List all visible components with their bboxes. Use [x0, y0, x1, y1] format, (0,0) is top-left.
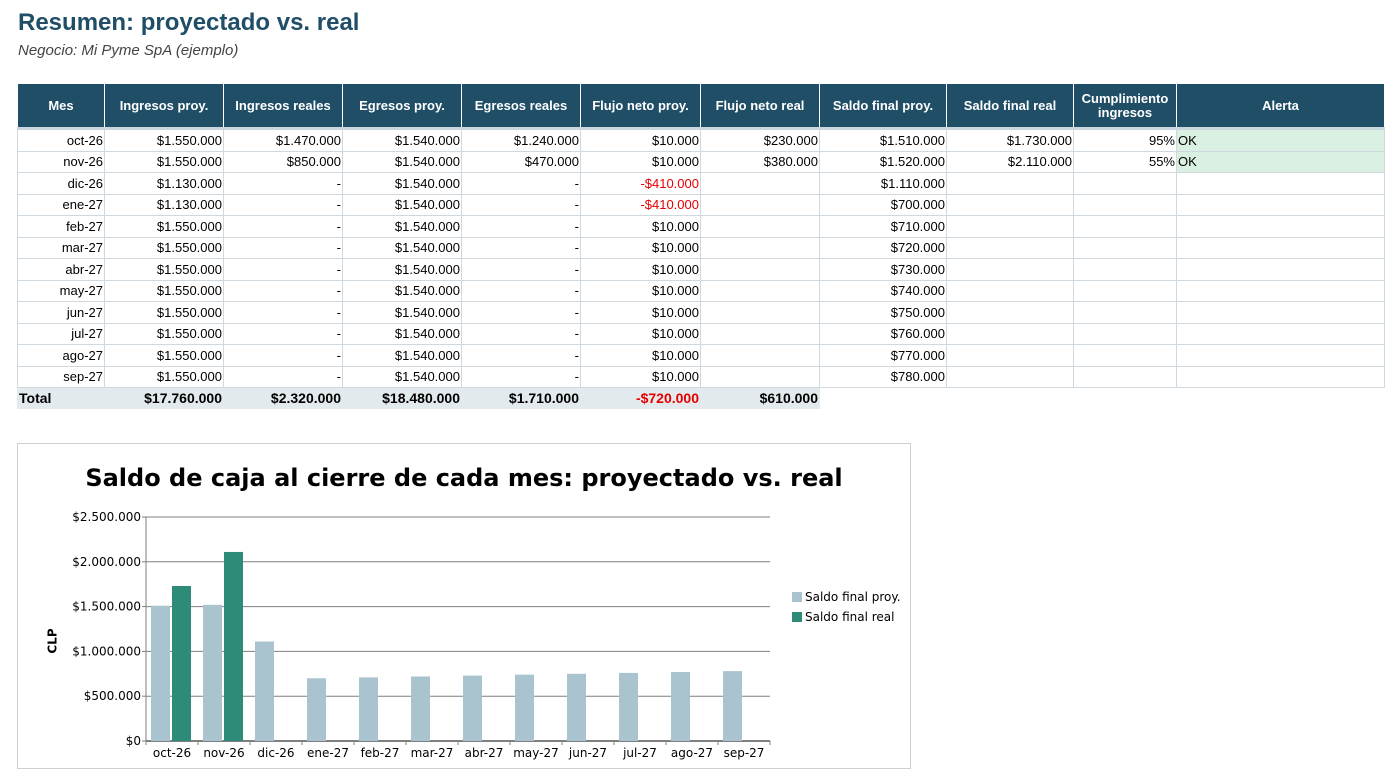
x-tick-label: ene-27	[307, 746, 349, 760]
bar-saldo-proy[interactable]	[255, 642, 274, 741]
table-cell[interactable]: -	[462, 345, 581, 367]
table-cell[interactable]: $10.000	[581, 302, 701, 324]
chart-title: Saldo de caja al cierre de cada mes: proyectado vs. real	[85, 464, 843, 492]
table-cell[interactable]: $10.000	[581, 323, 701, 345]
table-cell[interactable]: -	[224, 323, 343, 345]
table-cell[interactable]: $780.000	[820, 366, 947, 388]
y-tick-label: $500.000	[83, 689, 141, 704]
table-cell[interactable]: $740.000	[820, 280, 947, 302]
column-header[interactable]: Saldo final real	[947, 84, 1074, 129]
table-cell[interactable]	[947, 259, 1074, 281]
table-cell[interactable]: $1.550.000	[105, 345, 224, 367]
y-tick-label: $2.000.000	[72, 554, 141, 569]
x-tick-label: abr-27	[464, 746, 504, 760]
table-cell[interactable]	[1074, 237, 1177, 259]
table-cell[interactable]: -	[224, 194, 343, 216]
column-header[interactable]: Alerta	[1177, 84, 1385, 129]
table-cell[interactable]: -	[462, 237, 581, 259]
column-header[interactable]: Egresos reales	[462, 84, 581, 129]
table-cell[interactable]	[701, 323, 820, 345]
table-cell[interactable]: -	[462, 259, 581, 281]
table-cell[interactable]: $1.130.000	[105, 194, 224, 216]
table-cell[interactable]: $1.730.000	[947, 129, 1074, 152]
table-row	[18, 366, 1385, 388]
table-cell[interactable]: $1.540.000	[343, 173, 462, 195]
table-cell[interactable]: $1.240.000	[462, 129, 581, 152]
table-cell[interactable]: $1.550.000	[105, 259, 224, 281]
table-cell[interactable]	[1074, 259, 1177, 281]
table-cell[interactable]: nov-26	[18, 151, 105, 173]
table-cell[interactable]: $380.000	[701, 151, 820, 173]
table-cell[interactable]: $1.130.000	[105, 173, 224, 195]
summary-table	[17, 83, 1385, 409]
table-cell[interactable]	[1177, 237, 1385, 259]
table-cell[interactable]: $1.470.000	[224, 129, 343, 152]
bar-saldo-proy[interactable]	[307, 678, 326, 741]
bar-saldo-proy[interactable]	[359, 677, 378, 741]
table-cell[interactable]: -	[462, 280, 581, 302]
table-cell[interactable]: $1.540.000	[343, 216, 462, 238]
empty-cell[interactable]	[820, 388, 947, 409]
table-cell[interactable]	[1074, 280, 1177, 302]
table-cell[interactable]	[701, 216, 820, 238]
total-cell[interactable]: Total	[18, 388, 105, 409]
bar-saldo-proy[interactable]	[151, 606, 170, 741]
empty-cell[interactable]	[1074, 388, 1177, 409]
table-cell[interactable]: $10.000	[581, 345, 701, 367]
table-cell[interactable]: $1.520.000	[820, 151, 947, 173]
table-row	[18, 280, 1385, 302]
y-tick-label: $0	[125, 734, 141, 748]
table-cell[interactable]	[947, 173, 1074, 195]
table-cell[interactable]: $710.000	[820, 216, 947, 238]
table-cell[interactable]: $1.540.000	[343, 345, 462, 367]
table-cell[interactable]: $1.540.000	[343, 366, 462, 388]
column-header[interactable]: Saldo final proy.	[820, 84, 947, 129]
bar-saldo-proy[interactable]	[619, 673, 638, 741]
table-cell[interactable]: sep-27	[18, 366, 105, 388]
table-cell[interactable]: -	[224, 216, 343, 238]
table-cell[interactable]: -	[224, 173, 343, 195]
table-cell[interactable]: 55%	[1074, 151, 1177, 173]
table-row	[18, 323, 1385, 345]
table-cell[interactable]: -	[224, 366, 343, 388]
bar-saldo-real[interactable]	[172, 586, 191, 741]
empty-cell[interactable]	[1177, 388, 1385, 409]
x-tick-label: feb-27	[360, 746, 400, 760]
column-header[interactable]: Mes	[18, 84, 105, 129]
y-tick-label: $1.000.000	[72, 644, 141, 659]
table-cell[interactable]: $1.540.000	[343, 129, 462, 152]
table-cell[interactable]: $1.540.000	[343, 280, 462, 302]
legend-item-proy	[792, 587, 901, 607]
x-tick-label: nov-26	[203, 746, 245, 760]
table-row	[18, 151, 1385, 173]
total-cell[interactable]: $1.710.000	[462, 388, 581, 409]
legend-item-real	[792, 607, 901, 627]
table-cell[interactable]	[1074, 173, 1177, 195]
table-row	[18, 237, 1385, 259]
table-cell[interactable]: -	[224, 302, 343, 324]
table-cell[interactable]: $1.550.000	[105, 280, 224, 302]
table-cell[interactable]: $10.000	[581, 259, 701, 281]
legend-swatch-real	[792, 612, 802, 622]
table-cell[interactable]	[1177, 302, 1385, 324]
table-cell[interactable]	[1074, 345, 1177, 367]
table-cell[interactable]: mar-27	[18, 237, 105, 259]
table-cell[interactable]: $10.000	[581, 151, 701, 173]
table-cell[interactable]: 95%	[1074, 129, 1177, 152]
bar-saldo-proy[interactable]	[567, 674, 586, 741]
table-cell[interactable]: $1.540.000	[343, 194, 462, 216]
table-body	[18, 129, 1385, 409]
bar-saldo-proy[interactable]	[463, 676, 482, 741]
legend-swatch-proy	[792, 592, 802, 602]
x-tick-label: sep-27	[723, 746, 765, 760]
table-cell[interactable]	[947, 302, 1074, 324]
table-cell[interactable]: -	[462, 323, 581, 345]
page-title: Resumen: proyectado vs. real	[18, 9, 360, 36]
table-cell[interactable]: $10.000	[581, 129, 701, 152]
empty-cell[interactable]	[947, 388, 1074, 409]
total-cell[interactable]: $2.320.000	[224, 388, 343, 409]
table-header	[18, 84, 1385, 129]
y-tick-label: $1.500.000	[72, 599, 141, 614]
table-row	[18, 173, 1385, 195]
table-cell[interactable]	[1074, 194, 1177, 216]
table-cell[interactable]: $10.000	[581, 366, 701, 388]
table-cell[interactable]: $730.000	[820, 259, 947, 281]
table-cell[interactable]: $760.000	[820, 323, 947, 345]
table-cell[interactable]: $720.000	[820, 237, 947, 259]
x-tick-label: ago-27	[670, 746, 714, 760]
column-header[interactable]: Flujo neto proy.	[581, 84, 701, 129]
table-cell[interactable]: -	[462, 366, 581, 388]
table-cell[interactable]: $1.540.000	[343, 323, 462, 345]
table-cell[interactable]	[701, 366, 820, 388]
table-cell[interactable]	[947, 366, 1074, 388]
column-header[interactable]: Cumplimiento ingresos	[1074, 84, 1177, 129]
table-cell[interactable]	[701, 259, 820, 281]
table-row	[18, 345, 1385, 367]
legend-label-proy: Saldo final proy.	[805, 590, 901, 604]
table-cell[interactable]: $1.110.000	[820, 173, 947, 195]
table-cell[interactable]: $10.000	[581, 280, 701, 302]
y-tick-label: $2.500.000	[72, 510, 141, 524]
table-cell[interactable]: $10.000	[581, 216, 701, 238]
table-cell[interactable]: $1.540.000	[343, 237, 462, 259]
total-cell[interactable]: $18.480.000	[343, 388, 462, 409]
table-row	[18, 259, 1385, 281]
table-cell[interactable]	[1177, 323, 1385, 345]
table-cell[interactable]: $1.540.000	[343, 151, 462, 173]
column-header[interactable]: Ingresos proy.	[105, 84, 224, 129]
table-cell[interactable]: may-27	[18, 280, 105, 302]
table-cell[interactable]	[1177, 345, 1385, 367]
table-cell[interactable]: $1.550.000	[105, 302, 224, 324]
bar-saldo-proy[interactable]	[411, 676, 430, 741]
table-cell[interactable]: ene-27	[18, 194, 105, 216]
table-cell[interactable]	[701, 345, 820, 367]
column-header[interactable]: Ingresos reales	[224, 84, 343, 129]
table-cell[interactable]: $1.550.000	[105, 216, 224, 238]
table-cell[interactable]	[1074, 216, 1177, 238]
table-cell[interactable]	[1177, 173, 1385, 195]
x-tick-label: jun-27	[568, 746, 608, 760]
table-cell[interactable]: $770.000	[820, 345, 947, 367]
table-row	[18, 129, 1385, 152]
table-cell[interactable]: $2.110.000	[947, 151, 1074, 173]
table-cell[interactable]: -	[462, 216, 581, 238]
table-cell[interactable]	[1074, 302, 1177, 324]
table-cell[interactable]	[701, 194, 820, 216]
table-cell[interactable]: $1.550.000	[105, 366, 224, 388]
page-subtitle: Negocio: Mi Pyme SpA (ejemplo)	[18, 42, 239, 59]
table-cell[interactable]	[947, 216, 1074, 238]
table-cell[interactable]	[1074, 366, 1177, 388]
table-cell[interactable]: -	[224, 345, 343, 367]
chart-container[interactable]	[17, 443, 911, 769]
table-cell[interactable]: $1.550.000	[105, 151, 224, 173]
bar-saldo-real[interactable]	[224, 552, 243, 741]
table-cell[interactable]: $1.550.000	[105, 129, 224, 152]
table-cell[interactable]: $700.000	[820, 194, 947, 216]
table-cell[interactable]	[947, 237, 1074, 259]
table-cell[interactable]: $230.000	[701, 129, 820, 152]
table-cell[interactable]	[947, 345, 1074, 367]
table-cell[interactable]	[1177, 366, 1385, 388]
y-axis-label: CLP	[45, 628, 60, 654]
table-cell[interactable]: $850.000	[224, 151, 343, 173]
table-cell[interactable]	[1177, 259, 1385, 281]
x-tick-label: oct-26	[152, 746, 192, 760]
table-cell[interactable]: $470.000	[462, 151, 581, 173]
table-cell[interactable]: -	[224, 259, 343, 281]
table-cell[interactable]: -	[224, 280, 343, 302]
x-tick-label: dic-26	[257, 746, 295, 760]
table-cell[interactable]	[701, 237, 820, 259]
table-cell[interactable]: $750.000	[820, 302, 947, 324]
table-cell[interactable]	[947, 280, 1074, 302]
table-cell[interactable]: $1.540.000	[343, 302, 462, 324]
table-cell[interactable]: jul-27	[18, 323, 105, 345]
bar-saldo-proy[interactable]	[515, 675, 534, 741]
total-row	[18, 388, 1385, 409]
table-cell[interactable]: -	[462, 194, 581, 216]
table-cell[interactable]: OK	[1177, 129, 1385, 152]
bar-saldo-proy[interactable]	[203, 605, 222, 741]
table-cell[interactable]: jun-27	[18, 302, 105, 324]
x-tick-label: may-27	[513, 746, 559, 760]
table-cell[interactable]: $1.540.000	[343, 259, 462, 281]
table-cell[interactable]: -	[224, 237, 343, 259]
table-cell[interactable]: $1.550.000	[105, 323, 224, 345]
table-cell[interactable]	[1177, 216, 1385, 238]
column-header[interactable]: Egresos proy.	[343, 84, 462, 129]
table-cell[interactable]	[1074, 323, 1177, 345]
table-row	[18, 216, 1385, 238]
table-cell[interactable]: OK	[1177, 151, 1385, 173]
table-cell[interactable]: oct-26	[18, 129, 105, 152]
table-cell[interactable]: $1.510.000	[820, 129, 947, 152]
chart-legend	[792, 587, 901, 627]
bar-chart	[18, 444, 910, 768]
table-cell[interactable]: $1.550.000	[105, 237, 224, 259]
bar-saldo-proy[interactable]	[723, 671, 742, 741]
table-cell[interactable]: dic-26	[18, 173, 105, 195]
bar-saldo-proy[interactable]	[671, 672, 690, 741]
table-cell[interactable]: $10.000	[581, 237, 701, 259]
table-cell[interactable]	[701, 302, 820, 324]
total-cell[interactable]: -$720.000	[581, 388, 701, 409]
column-header[interactable]: Flujo neto real	[701, 84, 820, 129]
table-cell[interactable]: -	[462, 173, 581, 195]
table-cell[interactable]: -$410.000	[581, 173, 701, 195]
table-cell[interactable]	[947, 194, 1074, 216]
table-cell[interactable]	[947, 323, 1074, 345]
table-cell[interactable]: feb-27	[18, 216, 105, 238]
x-tick-label: mar-27	[410, 746, 454, 760]
total-cell[interactable]: $17.760.000	[105, 388, 224, 409]
table-cell[interactable]: ago-27	[18, 345, 105, 367]
table-cell[interactable]	[701, 173, 820, 195]
table-row	[18, 302, 1385, 324]
total-cell[interactable]: $610.000	[701, 388, 820, 409]
table-cell[interactable]: -$410.000	[581, 194, 701, 216]
legend-label-real: Saldo final real	[805, 610, 895, 624]
table-cell[interactable]	[701, 280, 820, 302]
table-cell[interactable]: abr-27	[18, 259, 105, 281]
table-cell[interactable]: -	[462, 302, 581, 324]
table-cell[interactable]	[1177, 194, 1385, 216]
table-row	[18, 194, 1385, 216]
x-tick-label: jul-27	[623, 746, 657, 760]
table-cell[interactable]	[1177, 280, 1385, 302]
